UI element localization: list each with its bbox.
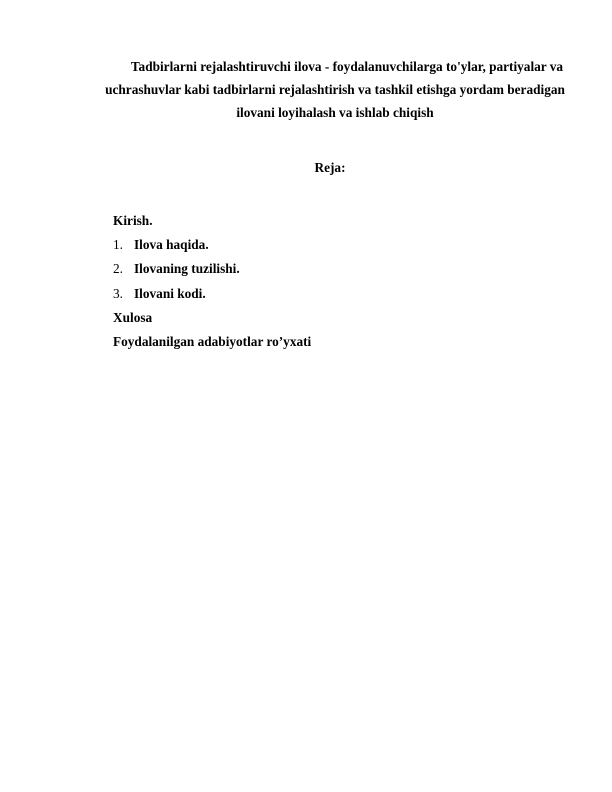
- toc-item-number: 1.: [113, 237, 123, 253]
- toc-item-label: Ilovaning tuzilishi.: [134, 261, 240, 277]
- toc-item-label: Ilovani kodi.: [134, 285, 206, 301]
- toc-item-app-code: [113, 282, 533, 306]
- toc-item-number: 3.: [113, 285, 123, 301]
- toc-item-label: Foydalanilgan adabiyotlar ro’yxati: [113, 334, 312, 350]
- toc-item-conclusion: [113, 306, 533, 330]
- toc-item-number: 2.: [113, 261, 123, 277]
- document-title: Tadbirlarni rejalashtiruvchi ilova - foydalanuvchilarga to'ylar, partiyalar va uchrashuvlar kabi tadbirlarni rejalashtirish va tashkil etishga yordam beradigan ilovani loyihalash va ishlab chiqish: [105, 59, 565, 120]
- toc-item-app-structure: [113, 257, 533, 281]
- toc-item-label: Xulosa: [113, 309, 153, 325]
- toc-item-label: Ilova haqida.: [134, 237, 209, 253]
- plan-heading: Reja:: [314, 160, 346, 175]
- toc-item-about-app: [113, 233, 533, 257]
- toc-item-references: [113, 330, 533, 354]
- toc-item-label: Kirish.: [113, 213, 153, 228]
- table-of-contents: [113, 209, 533, 354]
- toc-item-introduction: [113, 209, 533, 233]
